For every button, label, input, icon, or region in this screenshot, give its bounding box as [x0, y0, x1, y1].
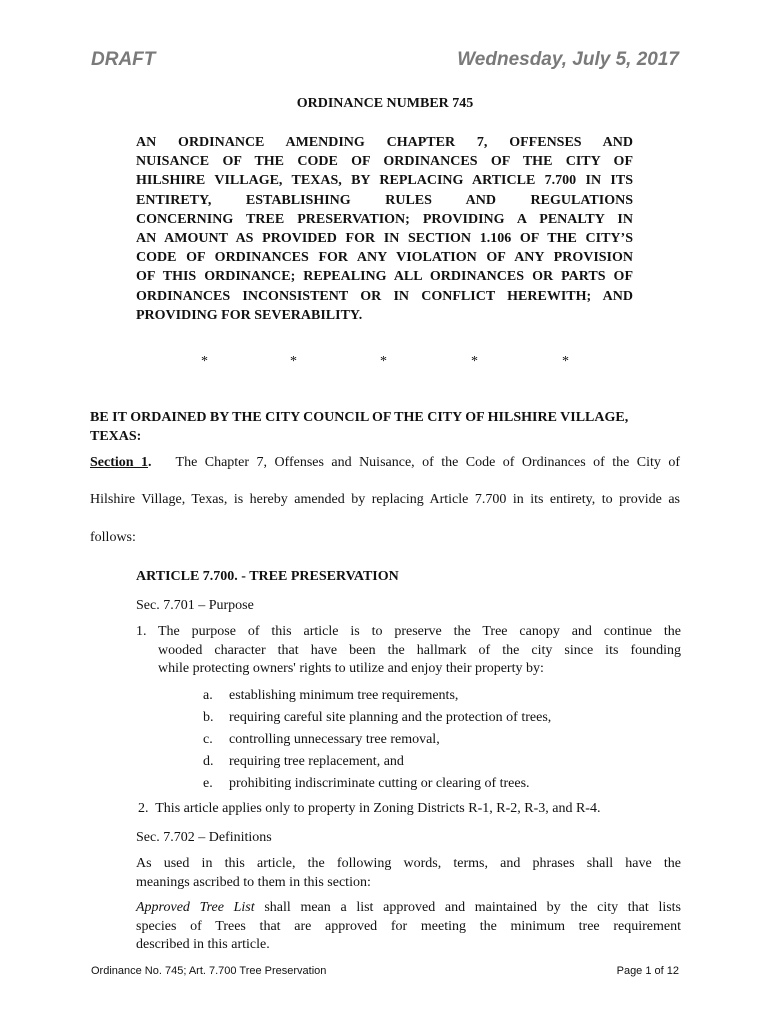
caption-line: ENTIRETY, ESTABLISHING RULES AND REGULATIONS [136, 192, 633, 208]
enacting-clause-line: BE IT ORDAINED BY THE CITY COUNCIL OF THE CITY OF HILSHIRE VILLAGE, [90, 410, 629, 425]
definitions-intro-line: meanings ascribed to them in this section: [136, 874, 371, 890]
ordinance-caption [136, 133, 633, 325]
list-letter: a. [203, 688, 213, 703]
list-item-text: prohibiting indiscriminate cutting or clearing of trees. [229, 776, 530, 791]
list-item-text: requiring tree replacement, and [229, 754, 404, 769]
section-1-period: . [148, 455, 152, 470]
list-item [203, 729, 673, 751]
list-item [203, 707, 673, 729]
section-1-text: The Chapter 7, Offenses and Nuisance, of the Code of Ordinances of the City of [175, 455, 680, 470]
header-date: Wednesday, July 5, 2017 [457, 49, 679, 70]
definitions-intro [136, 855, 681, 892]
definitions-intro-line: As used in this article, the following words, terms, and phrases shall have the [136, 856, 681, 871]
caption-line: CODE OF ORDINANCES FOR ANY VIOLATION OF ANY PROVISION [136, 250, 633, 266]
list-letter: d. [203, 754, 214, 769]
applicability-paragraph: 2. This article applies only to property in Zoning Districts R-1, R-2, R-3, and R-4. [138, 801, 601, 816]
caption-line: HILSHIRE VILLAGE, TEXAS, BY REPLACING ARTICLE 7.700 IN ITS [136, 173, 633, 189]
section-1-line: Hilshire Village, Texas, is hereby amended by replacing Article 7.700 in its entirety, to provide as [90, 492, 680, 507]
list-item-text: requiring careful site planning and the protection of trees, [229, 710, 552, 725]
definition-approved-tree-list [136, 899, 681, 955]
draft-watermark-label: DRAFT [91, 49, 156, 70]
section-heading-purpose: Sec. 7.701 – Purpose [136, 598, 254, 613]
caption-line: AN AMOUNT AS PROVIDED FOR IN SECTION 1.106 OF THE CITY’S [136, 231, 633, 247]
separator-asterisk: * [471, 354, 478, 369]
footer-page-number: Page 1 of 12 [616, 965, 679, 977]
caption-line: OF THIS ORDINANCE; REPEALING ALL ORDINANCES OR PARTS OF [136, 269, 633, 285]
definition-line: described in this article. [136, 937, 270, 952]
section-heading-definitions: Sec. 7.702 – Definitions [136, 830, 272, 845]
definition-text: shall mean a list approved and maintained by the city that lists [254, 900, 682, 915]
list-item-text: controlling unnecessary tree removal, [229, 732, 440, 747]
enacting-clause-line: TEXAS: [90, 429, 142, 444]
purpose-paragraph [136, 623, 681, 679]
section-1-label: Section 1 [90, 455, 149, 470]
enacting-clause [90, 408, 690, 446]
list-item [203, 773, 673, 795]
caption-line: ORDINANCES INCONSISTENT OR IN CONFLICT HEREWITH; AND [136, 288, 633, 304]
list-letter: c. [203, 732, 213, 747]
footer-title: Ordinance No. 745; Art. 7.700 Tree Preservation [91, 965, 327, 977]
purpose-sublist [203, 685, 673, 795]
separator-asterisk: * [380, 354, 387, 369]
list-item [203, 751, 673, 773]
separator-asterisk: * [201, 354, 208, 369]
list-letter: e. [203, 776, 213, 791]
caption-line: NUISANCE OF THE CODE OF ORDINANCES OF THE CITY OF [136, 154, 633, 170]
list-item [203, 685, 673, 707]
definition-line: species of Trees that are approved for meeting the minimum tree requirement [136, 918, 681, 934]
list-letter: b. [203, 710, 214, 725]
separator-asterisk: * [562, 354, 569, 369]
list-number: 1. [136, 624, 147, 639]
caption-line: CONCERNING TREE PRESERVATION; PROVIDING A PENALTY IN [136, 211, 633, 227]
purpose-line: while protecting owners' rights to utilize and enjoy their property by: [158, 661, 544, 676]
definition-line [136, 899, 681, 918]
article-title: ARTICLE 7.700. - TREE PRESERVATION [136, 569, 399, 584]
ordinance-number: ORDINANCE NUMBER 745 [296, 96, 474, 111]
purpose-line: The purpose of this article is to preserve the Tree canopy and continue the [158, 624, 681, 639]
section-1-line [90, 455, 680, 471]
caption-line: AN ORDINANCE AMENDING CHAPTER 7, OFFENSES AND [136, 135, 633, 150]
separator-asterisk: * [290, 354, 297, 369]
caption-line: PROVIDING FOR SEVERABILITY. [136, 307, 363, 323]
list-item-text: establishing minimum tree requirements, [229, 688, 459, 703]
defined-term: Approved Tree List [136, 900, 255, 915]
section-1-line: follows: [90, 530, 136, 545]
purpose-line: wooded character that have been the hallmark of the city since its founding [158, 642, 681, 658]
